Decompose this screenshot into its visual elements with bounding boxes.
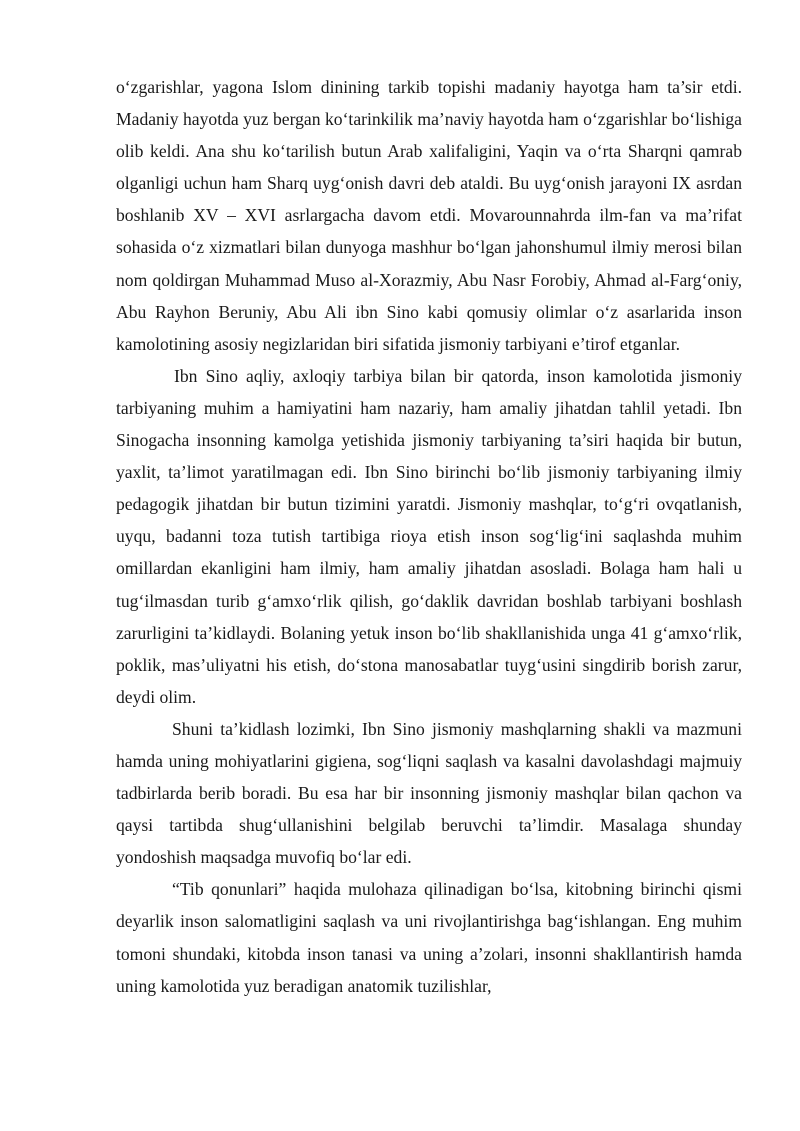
document-page bbox=[116, 71, 742, 1002]
paragraph-3: Shuni ta’kidlash lozimki, Ibn Sino jismoniy mashqlarning shakli va mazmuni hamda uning mohiyatlarini gigiena, sog‘liqni saqlash va kasalni davolashdagi majmuiy tadbirlarda berib boradi. Bu esa har bir insonning jismoniy mashqlar bilan qachon va qaysi tartibda shug‘ullanishini belgilab beruvchi ta’limdir. Masalaga shunday yondoshish maqsadga muvofiq bo‘lar edi. bbox=[116, 718, 742, 868]
paragraph-2: Ibn Sino aqliy, axloqiy tarbiya bilan bir qatorda, inson kamolotida jismoniy tarbiyaning muhim a hamiyatini ham nazariy, ham amaliy jihatdan tahlil yetadi. Ibn Sinogacha insonning kamolga yetishida jismoniy tarbiyaning ta’siri haqida bir butun, yaxlit, ta’limot yaratilmagan edi. Ibn Sino birinchi bo‘lib jismoniy tarbiyaning ilmiy pedagogik jihatdan bir butun tizimini yaratdi. Jismoniy mashqlar, to‘g‘ri ovqatlanish, uyqu, badanni toza tutish tartibiga rioya etish inson sog‘lig‘ini saqlashda muhim omillardan ekanligini ham ilmiy, ham amaliy jihatdan asosladi. Bolaga ham hali u tug‘ilmasdan turib g‘amxo‘rlik qilish, go‘daklik davridan boshlab tarbiyani boshlash zarurligini ta’kidlaydi. Bolaning yetuk inson bo‘lib shakllanishida unga 41 g‘amxo‘rlik, poklik, mas’uliyatni his etish, do‘stona manosabatlar tuyg‘usini singdirib borish zarur, deydi olim. bbox=[116, 365, 742, 707]
paragraph-1: o‘zgarishlar, yagona Islom dinining tarkib topishi madaniy hayotga ham ta’sir etdi. Madaniy hayotda yuz bergan ko‘tarinkilik ma’naviy hayotda ham o‘zgarishlar bo‘lishiga olib keldi. Ana shu ko‘tarilish butun Arab xalifaligini, Yaqin va o‘rta Sharqni qamrab olganligi uchun ham Sharq uyg‘onish davri deb ataldi. Bu uyg‘onish jarayoni IX asrdan boshlanib XV – XVI asrlargacha davom etdi. Movarounnahrda ilm-fan va ma’rifat sohasida o‘z xizmatlari bilan dunyoga mashhur bo‘lgan jahonshumul ilmiy merosi bilan nom qoldirgan Muhammad Muso al-Xorazmiy, Abu Nasr Forobiy, Ahmad al-Farg‘oniy, Abu Rayhon Beruniy, Abu Ali ibn Sino kabi qomusiy olimlar o‘z asarlarida inson kamolotining asosiy negizlaridan biri sifatida jismoniy tarbiyani e’tirof etganlar. bbox=[116, 77, 742, 354]
paragraph-4: “Tib qonunlari” haqida mulohaza qilinadigan bo‘lsa, kitobning birinchi qismi deyarlik inson salomatligini saqlash va uni rivojlantirishga bag‘ishlangan. Eng muhim tomoni shundaki, kitobda inson tanasi va uning a’zolari, insonni shakllantirish hamda uning kamolotida yuz beradigan anatomik tuzilishlar, bbox=[116, 879, 742, 996]
